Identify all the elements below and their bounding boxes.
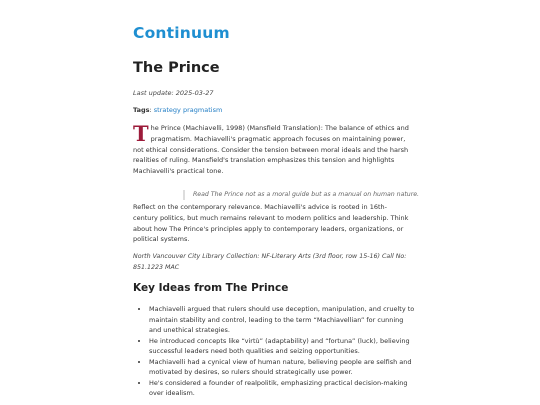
list-item: • Machiavelli had a cynical view of human nature, believing people are selfish and motivated by desires, so rulers should strategically use power. [149,357,417,378]
intro-paragraph [133,123,409,177]
key-ideas-list [140,304,417,399]
relevance-paragraph: Reflect on the contemporary relevance. Machiavelli's advice is rooted in 16th-century politics, but much remains relevant to modern politics and leadership. Think about how The Prince's principles apply to contemporary leaders, organizations, or political systems. [133,203,409,244]
dropcap-letter: T [133,121,149,146]
list-item: • He's considered a founder of realpolitik, emphasizing practical decision-making over idealism. [149,378,417,399]
library-call-number: North Vancouver City Library Collection: NF-Literary Arts (3rd floor, row 15-16) Call No: 851.1223 MAC [133,253,407,271]
tags-line [133,106,222,114]
list-item: • He introduced concepts like “virtù” (adaptability) and “fortuna” (luck), believing successful leaders need both qualities and seizing opportunities. [149,336,417,357]
list-item: • Machiavelli argued that rulers should use deception, manipulation, and cruelty to maintain stability and control, leading to the term “Machiavellian” for cunning and unethical strategies. [149,304,417,336]
tag-link-pragmatism[interactable]: pragmatism [183,106,223,114]
intro-text: he Prince (Machiavelli, 1998) (Mansfield Translation): The balance of ethics and pragmatism. Machiavelli's pragmatic approach focuses on maintaining power, not ethical considerations. Consider the tension between moral ideals and the harsh realities of ruling. Mansfield's translation emphasizes this tension and highlights Machiavelli's practical tone. [133,124,409,176]
tags-label: Tags [133,106,150,114]
tags-separator: : [149,106,152,114]
last-update: Last update: 2025-03-27 [133,89,214,97]
pull-quote: Read The Prince not as a moral guide but as a manual on human nature. [183,190,455,200]
tag-link-strategy[interactable]: strategy [153,106,181,114]
logo-initial: C [133,24,145,42]
key-ideas-heading: Key Ideas from The Prince [133,282,289,294]
logo-text: ontinuum [144,24,230,42]
site-logo[interactable] [133,24,230,42]
page-title: The Prince [133,60,220,76]
